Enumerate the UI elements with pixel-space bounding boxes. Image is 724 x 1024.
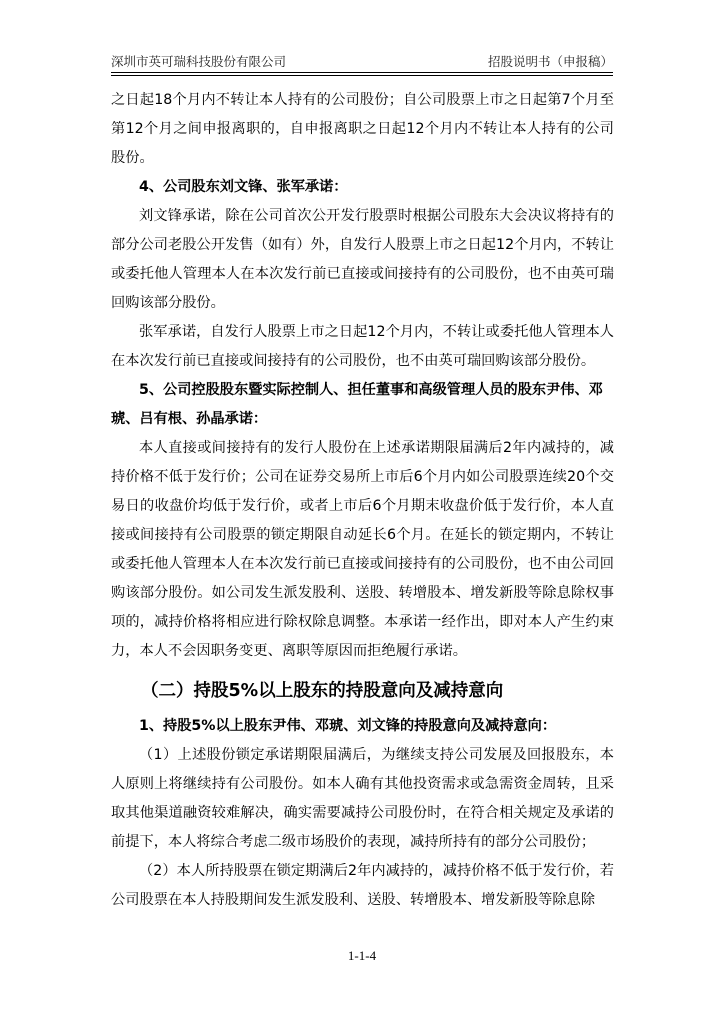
header-document-title: 招股说明书（申报稿）	[487, 54, 613, 69]
header-rule-thin	[111, 75, 613, 76]
header-rule-thick	[111, 72, 613, 73]
header-company-name: 深圳市英可瑞科技股份有限公司	[111, 54, 287, 69]
subheading-intent-1: 1、持股5%以上股东尹伟、邓琥、刘文锋的持股意向及减持意向：	[139, 718, 557, 734]
heading-commitment-4: 4、公司股东刘文锋、张军承诺：	[139, 179, 348, 195]
section-heading-2: （二）持股5%以上股东的持股意向及减持意向	[141, 681, 504, 701]
page-number: 1-1-4	[347, 948, 377, 963]
page-header	[111, 48, 613, 70]
paragraph-liu-wenfeng: 刘文锋承诺，除在公司首次公开发行股票时根据公司股东大会决议将持有的部分公司老股公开发售（如有）外，自发行人股票上市之日起12个月内，不转让或委托他人管理本人在本次发行前已直接或间接持有的公司股份，也不由英可瑞回购该部分股份。	[111, 208, 614, 311]
paragraph-zhang-jun: 张军承诺，自发行人股票上市之日起12个月内，不转让或委托他人管理本人在本次发行前已直接或间接持有的公司股份，也不由英可瑞回购该部分股份。	[111, 324, 614, 369]
heading-commitment-5: 5、公司控股股东暨实际控制人、担任董事和高级管理人员的股东尹伟、邓琥、吕有根、孙晶承诺：	[111, 382, 603, 427]
paragraph-item-1: （1）上述股份锁定承诺期限届满后，为继续支持公司发展及回报股东，本人原则上将继续持有公司股份。如本人确有其他投资需求或急需资金周转，且采取其他渠道融资较难解决，确实需要减持公司股份时，在符合相关规定及承诺的前提下，本人将综合考虑二级市场股价的表现，减持所持有的部分公司股份；	[111, 747, 614, 850]
paragraph-item-2: （2）本人所持股票在锁定期满后2年内减持的，减持价格不低于发行价，若公司股票在本人持股期间发生派发股利、送股、转增股本、增发新股等除息除	[111, 863, 614, 908]
paragraph-continued: 之日起18个月内不转让本人持有的公司股份；自公司股票上市之日起第7个月至第12个月之间申报离职的，自申报离职之日起12个月内不转让本人持有的公司股份。	[111, 92, 614, 166]
page-body	[111, 86, 614, 915]
paragraph-controlling-shareholders: 本人直接或间接持有的发行人股份在上述承诺期限届满后2年内减持的，减持价格不低于发行价；公司在证券交易所上市后6个月内如公司股票连续20个交易日的收盘价均低于发行价，或者上市后6个月期末收盘价低于发行价，本人直接或间接持有公司股票的锁定期限自动延长6个月。在延长的锁定期内，不转让或委托他人管理本人在本次发行前已直接或间接持有的公司股份，也不由公司回购该部分股份。如公司发生派发股利、送股、转增股本、增发新股等除息除权事项的，减持价格将相应进行除权除息调整。本承诺一经作出，即对本人产生约束力，本人不会因职务变更、离职等原因而拒绝履行承诺。	[111, 440, 614, 659]
